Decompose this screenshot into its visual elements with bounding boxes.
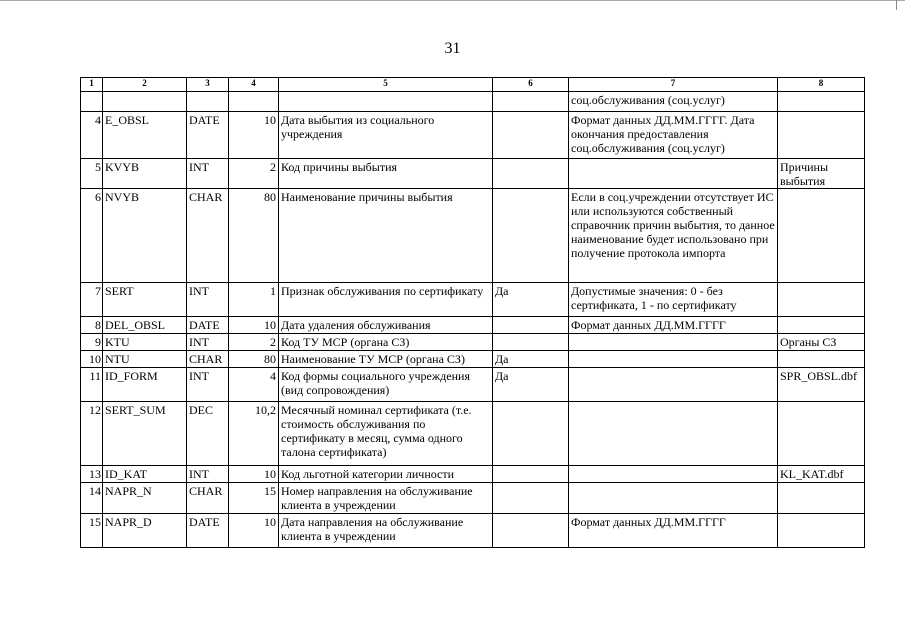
table-row bbox=[81, 351, 865, 368]
field-type: DATE bbox=[187, 514, 229, 548]
required-flag: Да bbox=[493, 351, 569, 368]
field-note: соц.обслуживания (соц.услуг) bbox=[569, 92, 778, 112]
reference: KL_KAT.dbf bbox=[778, 466, 865, 483]
row-number: 8 bbox=[81, 317, 103, 334]
field-description: Признак обслуживания по сертификату bbox=[279, 283, 493, 317]
field-name: DEL_OBSL bbox=[103, 317, 187, 334]
reference bbox=[778, 402, 865, 466]
field-type: CHAR bbox=[187, 351, 229, 368]
reference: Органы СЗ bbox=[778, 334, 865, 351]
field-type: INT bbox=[187, 334, 229, 351]
table-row bbox=[81, 368, 865, 402]
table-row bbox=[81, 92, 865, 112]
field-type: CHAR bbox=[187, 483, 229, 514]
field-length: 80 bbox=[229, 189, 279, 283]
field-length: 80 bbox=[229, 351, 279, 368]
field-description: Дата выбытия из социального учреждения bbox=[279, 112, 493, 159]
required-flag: Да bbox=[493, 283, 569, 317]
field-length: 2 bbox=[229, 334, 279, 351]
field-length: 10 bbox=[229, 466, 279, 483]
field-note bbox=[569, 483, 778, 514]
row-number: 5 bbox=[81, 159, 103, 189]
field-note bbox=[569, 159, 778, 189]
field-note bbox=[569, 351, 778, 368]
table-row bbox=[81, 112, 865, 159]
table-row bbox=[81, 283, 865, 317]
field-length: 10 bbox=[229, 317, 279, 334]
column-header: 2 bbox=[103, 78, 187, 92]
field-type: INT bbox=[187, 466, 229, 483]
field-note: Допустимые значения: 0 - без сертификата, 1 - по сертификату bbox=[569, 283, 778, 317]
row-number: 13 bbox=[81, 466, 103, 483]
column-header: 6 bbox=[493, 78, 569, 92]
field-length: 1 bbox=[229, 283, 279, 317]
field-note bbox=[569, 466, 778, 483]
field-description: Код льготной категории личности bbox=[279, 466, 493, 483]
field-name: NAPR_N bbox=[103, 483, 187, 514]
page-corner-mark bbox=[896, 0, 905, 10]
table-row bbox=[81, 317, 865, 334]
row-number: 4 bbox=[81, 112, 103, 159]
row-number: 7 bbox=[81, 283, 103, 317]
field-description: Код ТУ МСР (органа СЗ) bbox=[279, 334, 493, 351]
field-name: NVYB bbox=[103, 189, 187, 283]
table-row bbox=[81, 189, 865, 283]
field-note bbox=[569, 334, 778, 351]
field-description: Дата направления на обслуживание клиента в учреждении bbox=[279, 514, 493, 548]
required-flag bbox=[493, 92, 569, 112]
field-note: Формат данных ДД.ММ.ГГГГ bbox=[569, 317, 778, 334]
field-length: 10 bbox=[229, 112, 279, 159]
reference bbox=[778, 514, 865, 548]
field-name: KTU bbox=[103, 334, 187, 351]
column-header: 3 bbox=[187, 78, 229, 92]
page-top-edge bbox=[0, 0, 905, 1]
required-flag: Да bbox=[493, 368, 569, 402]
required-flag bbox=[493, 159, 569, 189]
field-note bbox=[569, 368, 778, 402]
reference bbox=[778, 483, 865, 514]
field-length bbox=[229, 92, 279, 112]
field-length: 10,2 bbox=[229, 402, 279, 466]
required-flag bbox=[493, 334, 569, 351]
field-note: Формат данных ДД.ММ.ГГГГ. Дата окончания предоставления соц.обслуживания (соц.услуг) bbox=[569, 112, 778, 159]
row-number: 10 bbox=[81, 351, 103, 368]
field-type: DATE bbox=[187, 112, 229, 159]
field-name: NTU bbox=[103, 351, 187, 368]
field-type: INT bbox=[187, 283, 229, 317]
reference bbox=[778, 351, 865, 368]
reference: Причины выбытия bbox=[778, 159, 865, 189]
required-flag bbox=[493, 112, 569, 159]
field-description: Код формы социального учреждения (вид сопровождения) bbox=[279, 368, 493, 402]
row-number: 14 bbox=[81, 483, 103, 514]
field-description: Код причины выбытия bbox=[279, 159, 493, 189]
row-number: 6 bbox=[81, 189, 103, 283]
field-note bbox=[569, 402, 778, 466]
field-length: 2 bbox=[229, 159, 279, 189]
required-flag bbox=[493, 483, 569, 514]
field-type bbox=[187, 92, 229, 112]
table-row bbox=[81, 514, 865, 548]
field-length: 15 bbox=[229, 483, 279, 514]
field-name bbox=[103, 92, 187, 112]
reference: SPR_OBSL.dbf bbox=[778, 368, 865, 402]
field-type: DATE bbox=[187, 317, 229, 334]
field-length: 4 bbox=[229, 368, 279, 402]
field-name: ID_KAT bbox=[103, 466, 187, 483]
field-name: KVYB bbox=[103, 159, 187, 189]
page-number: 31 bbox=[444, 40, 461, 57]
field-name: SERT_SUM bbox=[103, 402, 187, 466]
table-row bbox=[81, 402, 865, 466]
field-type: DEC bbox=[187, 402, 229, 466]
reference bbox=[778, 189, 865, 283]
table-body bbox=[81, 78, 865, 548]
row-number: 12 bbox=[81, 402, 103, 466]
field-type: CHAR bbox=[187, 189, 229, 283]
field-name: E_OBSL bbox=[103, 112, 187, 159]
required-flag bbox=[493, 317, 569, 334]
row-number: 11 bbox=[81, 368, 103, 402]
reference bbox=[778, 92, 865, 112]
required-flag bbox=[493, 466, 569, 483]
field-description: Наименование ТУ МСР (органа СЗ) bbox=[279, 351, 493, 368]
field-description: Номер направления на обслуживание клиента в учреждении bbox=[279, 483, 493, 514]
column-header-row bbox=[81, 78, 865, 92]
fields-table bbox=[80, 77, 865, 548]
field-description: Дата удаления обслуживания bbox=[279, 317, 493, 334]
field-name: ID_FORM bbox=[103, 368, 187, 402]
field-note: Если в соц.учреждении отсутствует ИС или используются собственный справочник причин выбытия, то данное наименование будет использовано при получение протокола импорта bbox=[569, 189, 778, 283]
table-row bbox=[81, 334, 865, 351]
row-number: 9 bbox=[81, 334, 103, 351]
reference bbox=[778, 112, 865, 159]
reference bbox=[778, 317, 865, 334]
column-header: 1 bbox=[81, 78, 103, 92]
field-type: INT bbox=[187, 368, 229, 402]
table-row bbox=[81, 466, 865, 483]
field-length: 10 bbox=[229, 514, 279, 548]
table-row bbox=[81, 483, 865, 514]
column-header: 4 bbox=[229, 78, 279, 92]
column-header: 8 bbox=[778, 78, 865, 92]
required-flag bbox=[493, 514, 569, 548]
required-flag bbox=[493, 402, 569, 466]
reference bbox=[778, 283, 865, 317]
row-number: 15 bbox=[81, 514, 103, 548]
field-name: NAPR_D bbox=[103, 514, 187, 548]
field-type: INT bbox=[187, 159, 229, 189]
field-description: Наименование причины выбытия bbox=[279, 189, 493, 283]
field-note: Формат данных ДД.ММ.ГГГГ bbox=[569, 514, 778, 548]
table-row bbox=[81, 159, 865, 189]
row-number bbox=[81, 92, 103, 112]
required-flag bbox=[493, 189, 569, 283]
field-description bbox=[279, 92, 493, 112]
field-description: Месячный номинал сертификата (т.е. стоимость обслуживания по сертификату в месяц, сумма одного талона сертификата) bbox=[279, 402, 493, 466]
column-header: 7 bbox=[569, 78, 778, 92]
column-header: 5 bbox=[279, 78, 493, 92]
field-name: SERT bbox=[103, 283, 187, 317]
